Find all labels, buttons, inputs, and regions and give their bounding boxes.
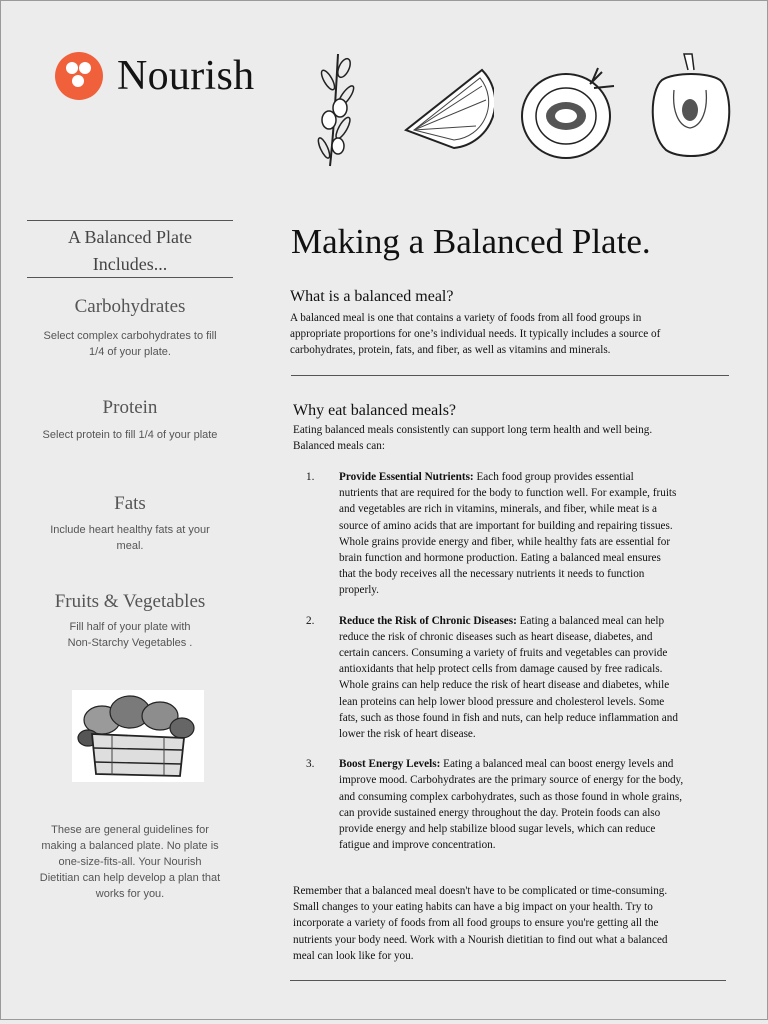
bottom-divider <box>290 980 726 981</box>
body-line: brain function and hormone production. Eating a balanced meal ensures <box>339 552 661 565</box>
olive-branch-icon <box>316 50 358 168</box>
body-line: Eating a balanced meal can boost energy levels and <box>440 758 674 771</box>
tomato-icon <box>518 64 618 162</box>
logo-mark-icon <box>55 52 103 100</box>
sidebar-text-protein <box>27 427 233 443</box>
sidebar-footer-note <box>27 822 233 902</box>
body-line: A balanced meal is one that contains a variety of foods from all food groups in <box>290 312 642 324</box>
list-item-title: Reduce the Risk of Chronic Diseases: <box>339 614 517 627</box>
body-line: Whole grains can help reduce the risk of heart disease and diabetes, while <box>339 679 670 692</box>
body-line: Whole grains provide energy and fiber, while healthy fats are essential for <box>339 535 671 548</box>
body-line: that the body receives all the necessary nutrients it needs to function <box>339 568 645 581</box>
sidebar-title <box>27 224 233 278</box>
body-line: incorporate a variety of foods from all food groups to ensure you're getting all the <box>293 917 659 930</box>
list-item <box>292 613 732 743</box>
body-line: appropriate proportions for one’s individual needs. It typically includes a source of <box>290 328 661 341</box>
sidebar-text-line: meal. <box>116 540 144 552</box>
sidebar-title-line: A Balanced Plate <box>68 227 192 247</box>
body-line: carbohydrates, protein, fats, and fiber, as well as vitamins and minerals. <box>290 344 611 357</box>
list-item-body <box>339 613 732 743</box>
page-title: Making a Balanced Plate. <box>291 222 651 261</box>
orange-slice-icon <box>402 66 494 150</box>
sidebar-text-line: Select protein to fill 1/4 of your plate <box>42 429 218 441</box>
body-line: provide energy and help stabilize blood sugar levels, which can reduce <box>339 823 656 836</box>
body-line: fatigue and improve concentration. <box>339 839 496 852</box>
sidebar-heading-protein: Protein <box>102 397 158 418</box>
list-number: 1. <box>306 471 315 483</box>
footer-line: Dietitian can help develop a plan that <box>39 872 221 884</box>
body-line: Balanced meals can: <box>293 440 385 453</box>
vegetable-crate-icon <box>72 690 204 782</box>
body-line: properly. <box>339 584 379 597</box>
list-item-body <box>339 756 732 853</box>
benefits-list <box>292 469 732 867</box>
section-body-what <box>290 310 660 359</box>
list-item-body <box>339 469 732 599</box>
list-number: 2. <box>306 614 315 627</box>
list-item-title: Boost Energy Levels: <box>339 758 441 771</box>
sidebar-text-carbohydrates <box>27 328 233 360</box>
sidebar-text-line: Include heart healthy fats at your <box>50 524 210 536</box>
list-item-title: Provide Essential Nutrients: <box>339 471 474 483</box>
closing-paragraph <box>293 883 668 964</box>
body-line: nutrients that are required for the body to function well. For example, fruits <box>339 487 677 500</box>
section-body-why <box>293 422 652 454</box>
section-heading-why: Why eat balanced meals? <box>293 402 457 419</box>
sidebar-heading-fruits-vegetables: Fruits & Vegetables <box>54 591 206 612</box>
body-line: can provide sustained energy throughout the day. Protein foods can also <box>339 806 661 819</box>
sidebar-title-line: Includes... <box>92 254 168 274</box>
sidebar-text-line: 1/4 of your plate. <box>89 346 171 358</box>
section-divider <box>291 375 729 376</box>
list-item <box>292 756 732 853</box>
sidebar-text-line: Fill half of your plate with <box>69 621 191 633</box>
body-line: meal can look like for you. <box>293 949 414 962</box>
body-line: and consuming complex carbohydrates, such as those found in whole grains, <box>339 790 683 803</box>
body-line: reduce the risk of chronic diseases such as heart disease, diabetes, and <box>339 630 653 643</box>
sidebar-text-fats <box>27 522 233 554</box>
sidebar-text-line: Select complex carbohydrates to fill <box>43 330 217 342</box>
section-heading-what: What is a balanced meal? <box>290 288 454 305</box>
body-line: improve mood. Carbohydrates are the primary source of energy for the body, <box>339 774 684 787</box>
bell-pepper-icon <box>648 50 734 160</box>
body-line: Eating balanced meals consistently can support long term health and well being. <box>293 424 653 436</box>
body-line: Small changes to your eating habits can have a big impact on your health. Try to <box>293 901 653 914</box>
footer-line: works for you. <box>95 888 165 900</box>
sidebar-text-line: Non-Starchy Vegetables . <box>67 637 193 649</box>
body-line: antioxidants that help protect cells from damage caused by free radicals. <box>339 663 663 676</box>
body-line: Remember that a balanced meal doesn't have to be complicated or time-consuming. <box>293 885 668 897</box>
body-line: certain cancers. Consuming a variety of fruits and vegetables can provide <box>339 647 668 660</box>
sidebar-divider-top <box>27 220 233 221</box>
footer-line: These are general guidelines for <box>51 824 209 836</box>
body-line: source of amino acids that are important for building and repairing tissues. <box>339 519 673 532</box>
body-line: lower the risk of heart disease. <box>339 728 476 741</box>
body-line: fats, such as those found in fish and nuts, can help reduce inflammation and <box>339 711 678 724</box>
body-line: Each food group provides essential <box>473 471 634 483</box>
list-number: 3. <box>306 758 315 771</box>
list-item <box>292 469 732 599</box>
sidebar-text-fruits-vegetables <box>27 619 233 651</box>
footer-line: one-size-fits-all. Your Nourish <box>58 856 202 868</box>
sidebar-heading-fats: Fats <box>114 493 146 514</box>
body-line: nutrients your body need. Work with a Nourish dietitian to find out what a balanced <box>293 933 668 946</box>
body-line: and vegetables are rich in vitamins, minerals, and fiber, while meat is a <box>339 503 657 516</box>
body-line: Eating a balanced meal can help <box>516 614 665 627</box>
body-line: lean proteins can help lower blood pressure and cholesterol levels. Some <box>339 695 665 708</box>
footer-line: making a balanced plate. No plate is <box>41 840 219 852</box>
sidebar-divider-bottom <box>27 277 233 278</box>
brand-logo[interactable] <box>55 52 254 100</box>
brand-name: Nourish <box>117 53 255 99</box>
sidebar-heading-carbohydrates: Carbohydrates <box>74 296 186 317</box>
